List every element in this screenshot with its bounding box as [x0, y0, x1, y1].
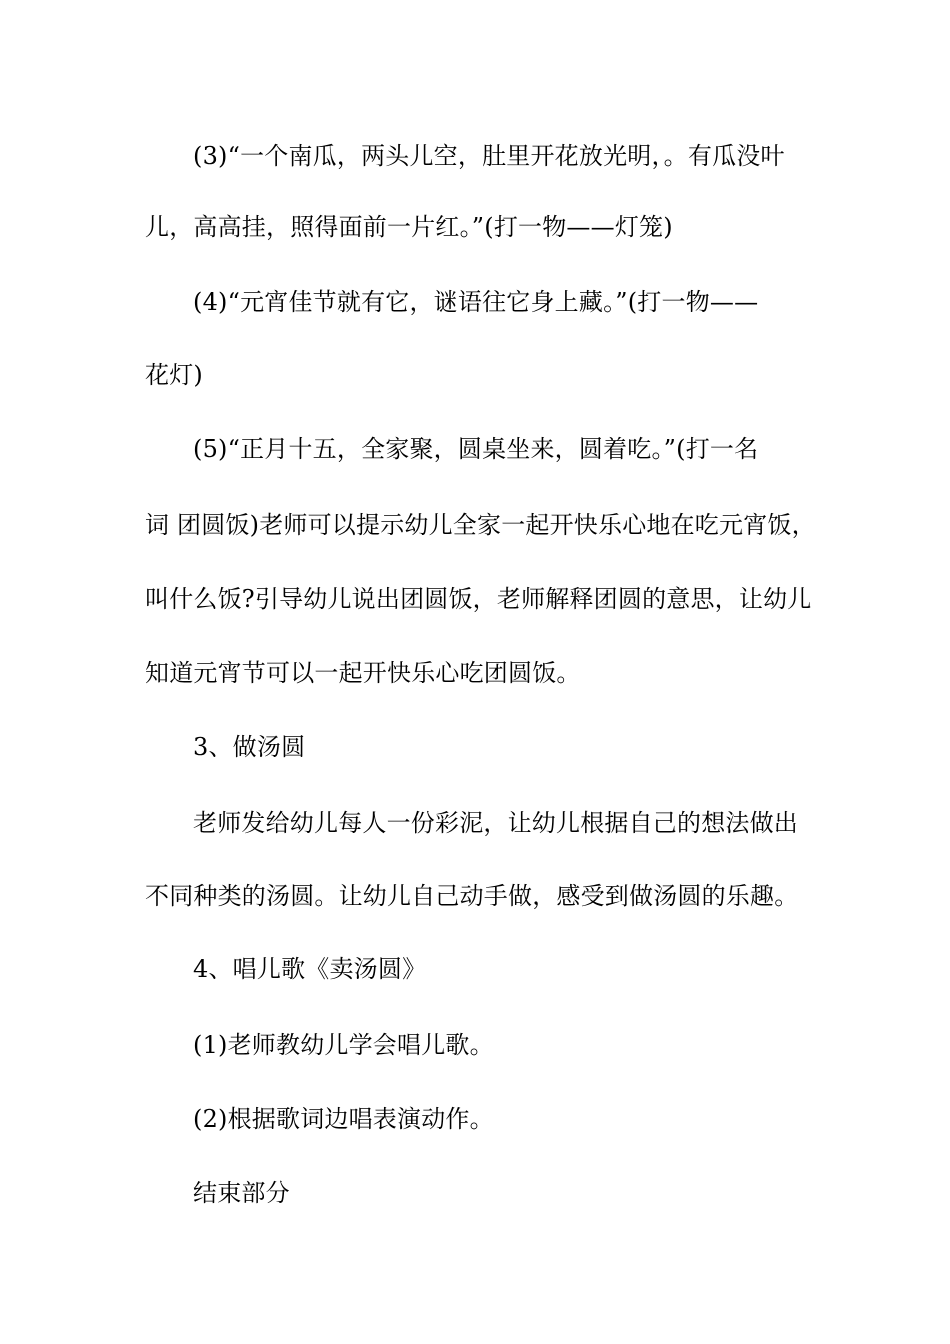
section-3-line-1: 老师发给幼儿每人一份彩泥，让幼儿根据自己的想法做出 [193, 809, 798, 837]
riddle-5-line-4: 知道元宵节可以一起开快乐心吃团圆饭。 [145, 659, 581, 687]
section-4-item-2: (2)根据歌词边唱表演动作。 [193, 1105, 494, 1133]
section-heading-4: 4、唱儿歌《卖汤圆》 [193, 955, 427, 983]
riddle-5-line-2: 词 团圆饭)老师可以提示幼儿全家一起开快乐心地在吃元宵饭， [145, 511, 816, 539]
section-3-line-2: 不同种类的汤圆。让幼儿自己动手做，感受到做汤圆的乐趣。 [145, 882, 799, 910]
riddle-5-line-3: 叫什么饭?引导幼儿说出团圆饭，老师解释团圆的意思，让幼儿 [145, 585, 812, 613]
riddle-3-line-2: 儿，高高挂，照得面前一片红。”(打一物——灯笼) [145, 213, 673, 241]
riddle-3-line-1: (3)“一个南瓜，两头儿空，肚里开花放光明，。有瓜没叶 [193, 142, 785, 170]
section-heading-3: 3、做汤圆 [193, 733, 306, 761]
riddle-5-line-1: (5)“正月十五，全家聚，圆桌坐来，圆着吃。”(打一名 [193, 435, 759, 463]
section-4-item-1: (1)老师教幼儿学会唱儿歌。 [193, 1031, 494, 1059]
riddle-4-line-1: (4)“元宵佳节就有它，谜语往它身上藏。”(打一物—— [193, 288, 759, 316]
closing-heading: 结束部分 [193, 1179, 290, 1207]
riddle-4-line-2: 花灯) [145, 361, 203, 389]
